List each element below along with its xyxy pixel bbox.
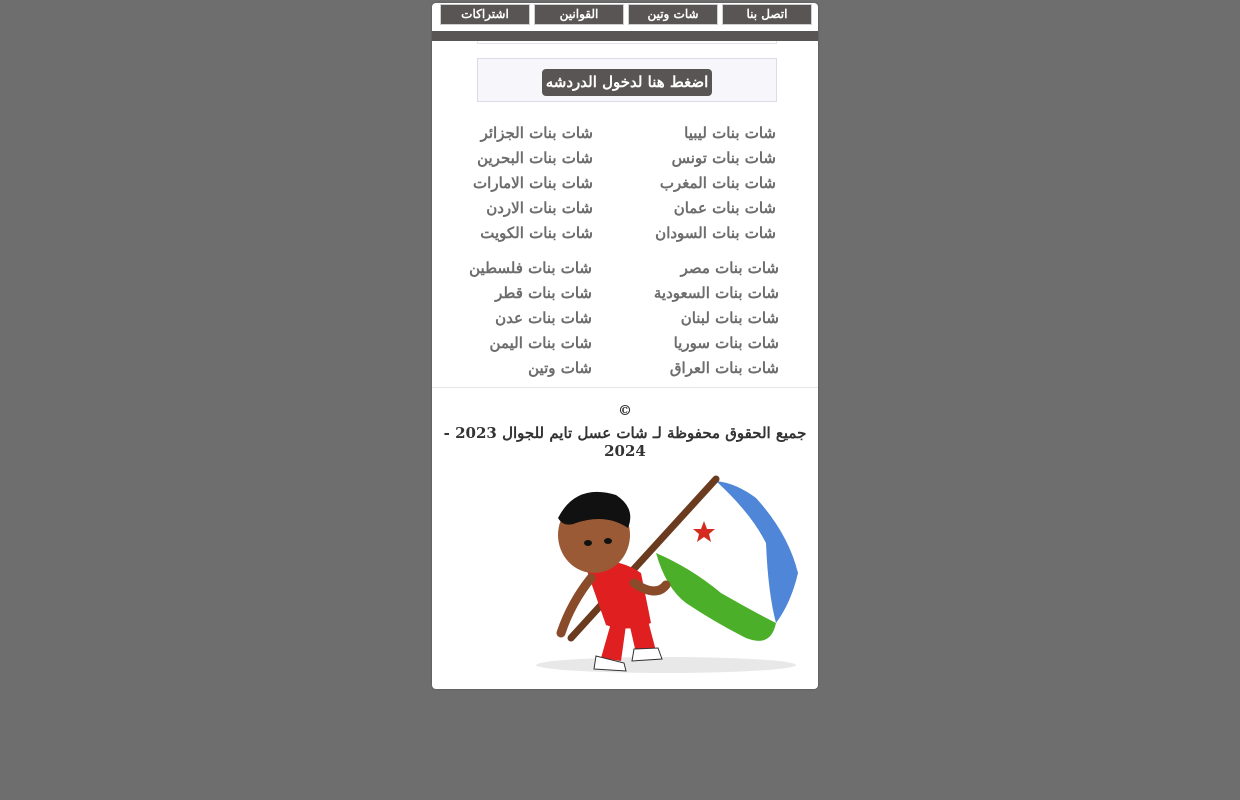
page-container — [432, 3, 818, 689]
nav-subscriptions-button[interactable]: اشتراكات — [440, 4, 530, 25]
link-wateen[interactable]: شات وتين — [528, 359, 592, 377]
link-sudan[interactable]: شات بنات السودان — [655, 224, 776, 242]
copyright-symbol: © — [618, 403, 632, 419]
top-navigation — [432, 3, 818, 27]
link-yemen[interactable]: شات بنات اليمن — [489, 334, 592, 352]
link-oman[interactable]: شات بنات عمان — [673, 199, 776, 217]
copyright-text: جميع الحقوق محفوظة لـ شات عسل تايم للجوال 2023 - 2024 — [443, 424, 807, 460]
link-morocco[interactable]: شات بنات المغرب — [659, 174, 776, 192]
nav-contact-button[interactable]: اتصل بنا — [722, 4, 812, 25]
link-kuwait[interactable]: شات بنات الكويت — [480, 224, 593, 242]
flag-mascot-image — [516, 473, 806, 678]
link-lebanon[interactable]: شات بنات لبنان — [680, 309, 779, 327]
link-saudi[interactable]: شات بنات السعودية — [653, 284, 779, 302]
link-uae[interactable]: شات بنات الامارات — [473, 174, 593, 192]
link-tunisia[interactable]: شات بنات تونس — [671, 149, 776, 167]
nav-rules-button[interactable]: القوانين — [534, 4, 624, 25]
link-qatar[interactable]: شات بنات قطر — [495, 284, 592, 302]
link-libya[interactable]: شات بنات ليبيا — [684, 124, 776, 142]
link-iraq[interactable]: شات بنات العراق — [669, 359, 779, 377]
nav-wateen-chat-button[interactable]: شات وتين — [628, 4, 718, 25]
link-jordan[interactable]: شات بنات الاردن — [486, 199, 593, 217]
link-syria[interactable]: شات بنات سوريا — [673, 334, 779, 352]
enter-chat-button[interactable]: اضغط هنا لدخول الدردشه — [542, 69, 712, 96]
link-bahrain[interactable]: شات بنات البحرين — [477, 149, 593, 167]
enter-chat-panel — [477, 58, 777, 102]
link-algeria[interactable]: شات بنات الجزائر — [480, 124, 593, 142]
header-box — [477, 41, 777, 44]
footer-divider — [432, 387, 818, 388]
link-palestine[interactable]: شات بنات فلسطين — [469, 259, 592, 277]
link-egypt[interactable]: شات بنات مصر — [680, 259, 779, 277]
link-aden[interactable]: شات بنات عدن — [495, 309, 592, 327]
header-bar — [432, 31, 818, 41]
